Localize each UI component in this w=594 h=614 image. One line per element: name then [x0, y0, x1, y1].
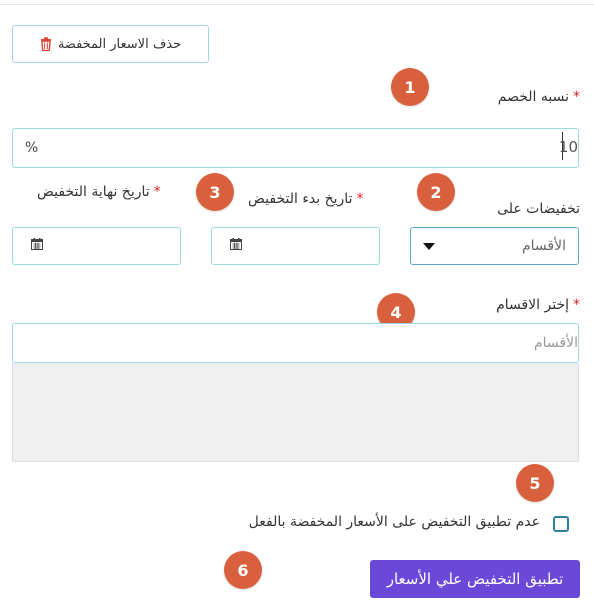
discount-on-selected: الأقسام: [522, 238, 566, 254]
start-date-label-text: تاريخ بدء التخفيض: [248, 191, 353, 207]
callout-badge-3: 3: [196, 173, 234, 211]
top-divider: [0, 4, 594, 5]
discount-on-select[interactable]: [410, 227, 579, 265]
sections-label: [496, 297, 580, 313]
callout-badge-4: 4: [377, 293, 415, 331]
discount-rate-value: 10: [558, 138, 578, 156]
callout-badge-5: 5: [516, 464, 554, 502]
skip-discounted-label: عدم تطبيق التخفيض على الأسعار المخفضة بالفعل: [248, 514, 540, 530]
clear-discounted-prices-button[interactable]: [12, 25, 209, 63]
calendar-icon: [31, 238, 43, 254]
calendar-icon: [230, 238, 242, 254]
discount-on-label: تخفيضات على: [497, 201, 580, 217]
trash-icon: [40, 37, 52, 51]
clear-discounted-label: حذف الاسعار المخفضة: [57, 36, 182, 52]
required-mark: *: [153, 184, 161, 200]
discount-rate-input[interactable]: [12, 128, 579, 168]
percent-suffix: %: [25, 140, 39, 156]
required-mark: *: [573, 297, 580, 313]
required-mark: *: [573, 89, 580, 105]
apply-discount-button[interactable]: تطبيق التخفيض علي الأسعار: [370, 560, 580, 598]
end-date-input[interactable]: [12, 227, 181, 265]
end-date-label: [37, 184, 161, 200]
discount-rate-label: [498, 89, 580, 105]
callout-badge-2: 2: [417, 173, 455, 211]
skip-discounted-checkbox[interactable]: [553, 516, 569, 532]
caret-down-icon: [423, 243, 435, 250]
callout-badge-1: 1: [391, 68, 429, 106]
callout-badge-6: 6: [224, 551, 262, 589]
required-mark: *: [356, 191, 364, 207]
sections-placeholder: الأقسام: [534, 335, 578, 351]
end-date-label-text: تاريخ نهاية التخفيض: [37, 184, 150, 200]
start-date-input[interactable]: [211, 227, 380, 265]
discount-rate-label-text: نسبه الخصم: [497, 89, 569, 105]
sections-list[interactable]: [12, 363, 579, 462]
sections-search-input[interactable]: [12, 323, 579, 363]
start-date-label: [248, 191, 363, 207]
sections-label-text: إختر الاقسام: [496, 297, 569, 313]
